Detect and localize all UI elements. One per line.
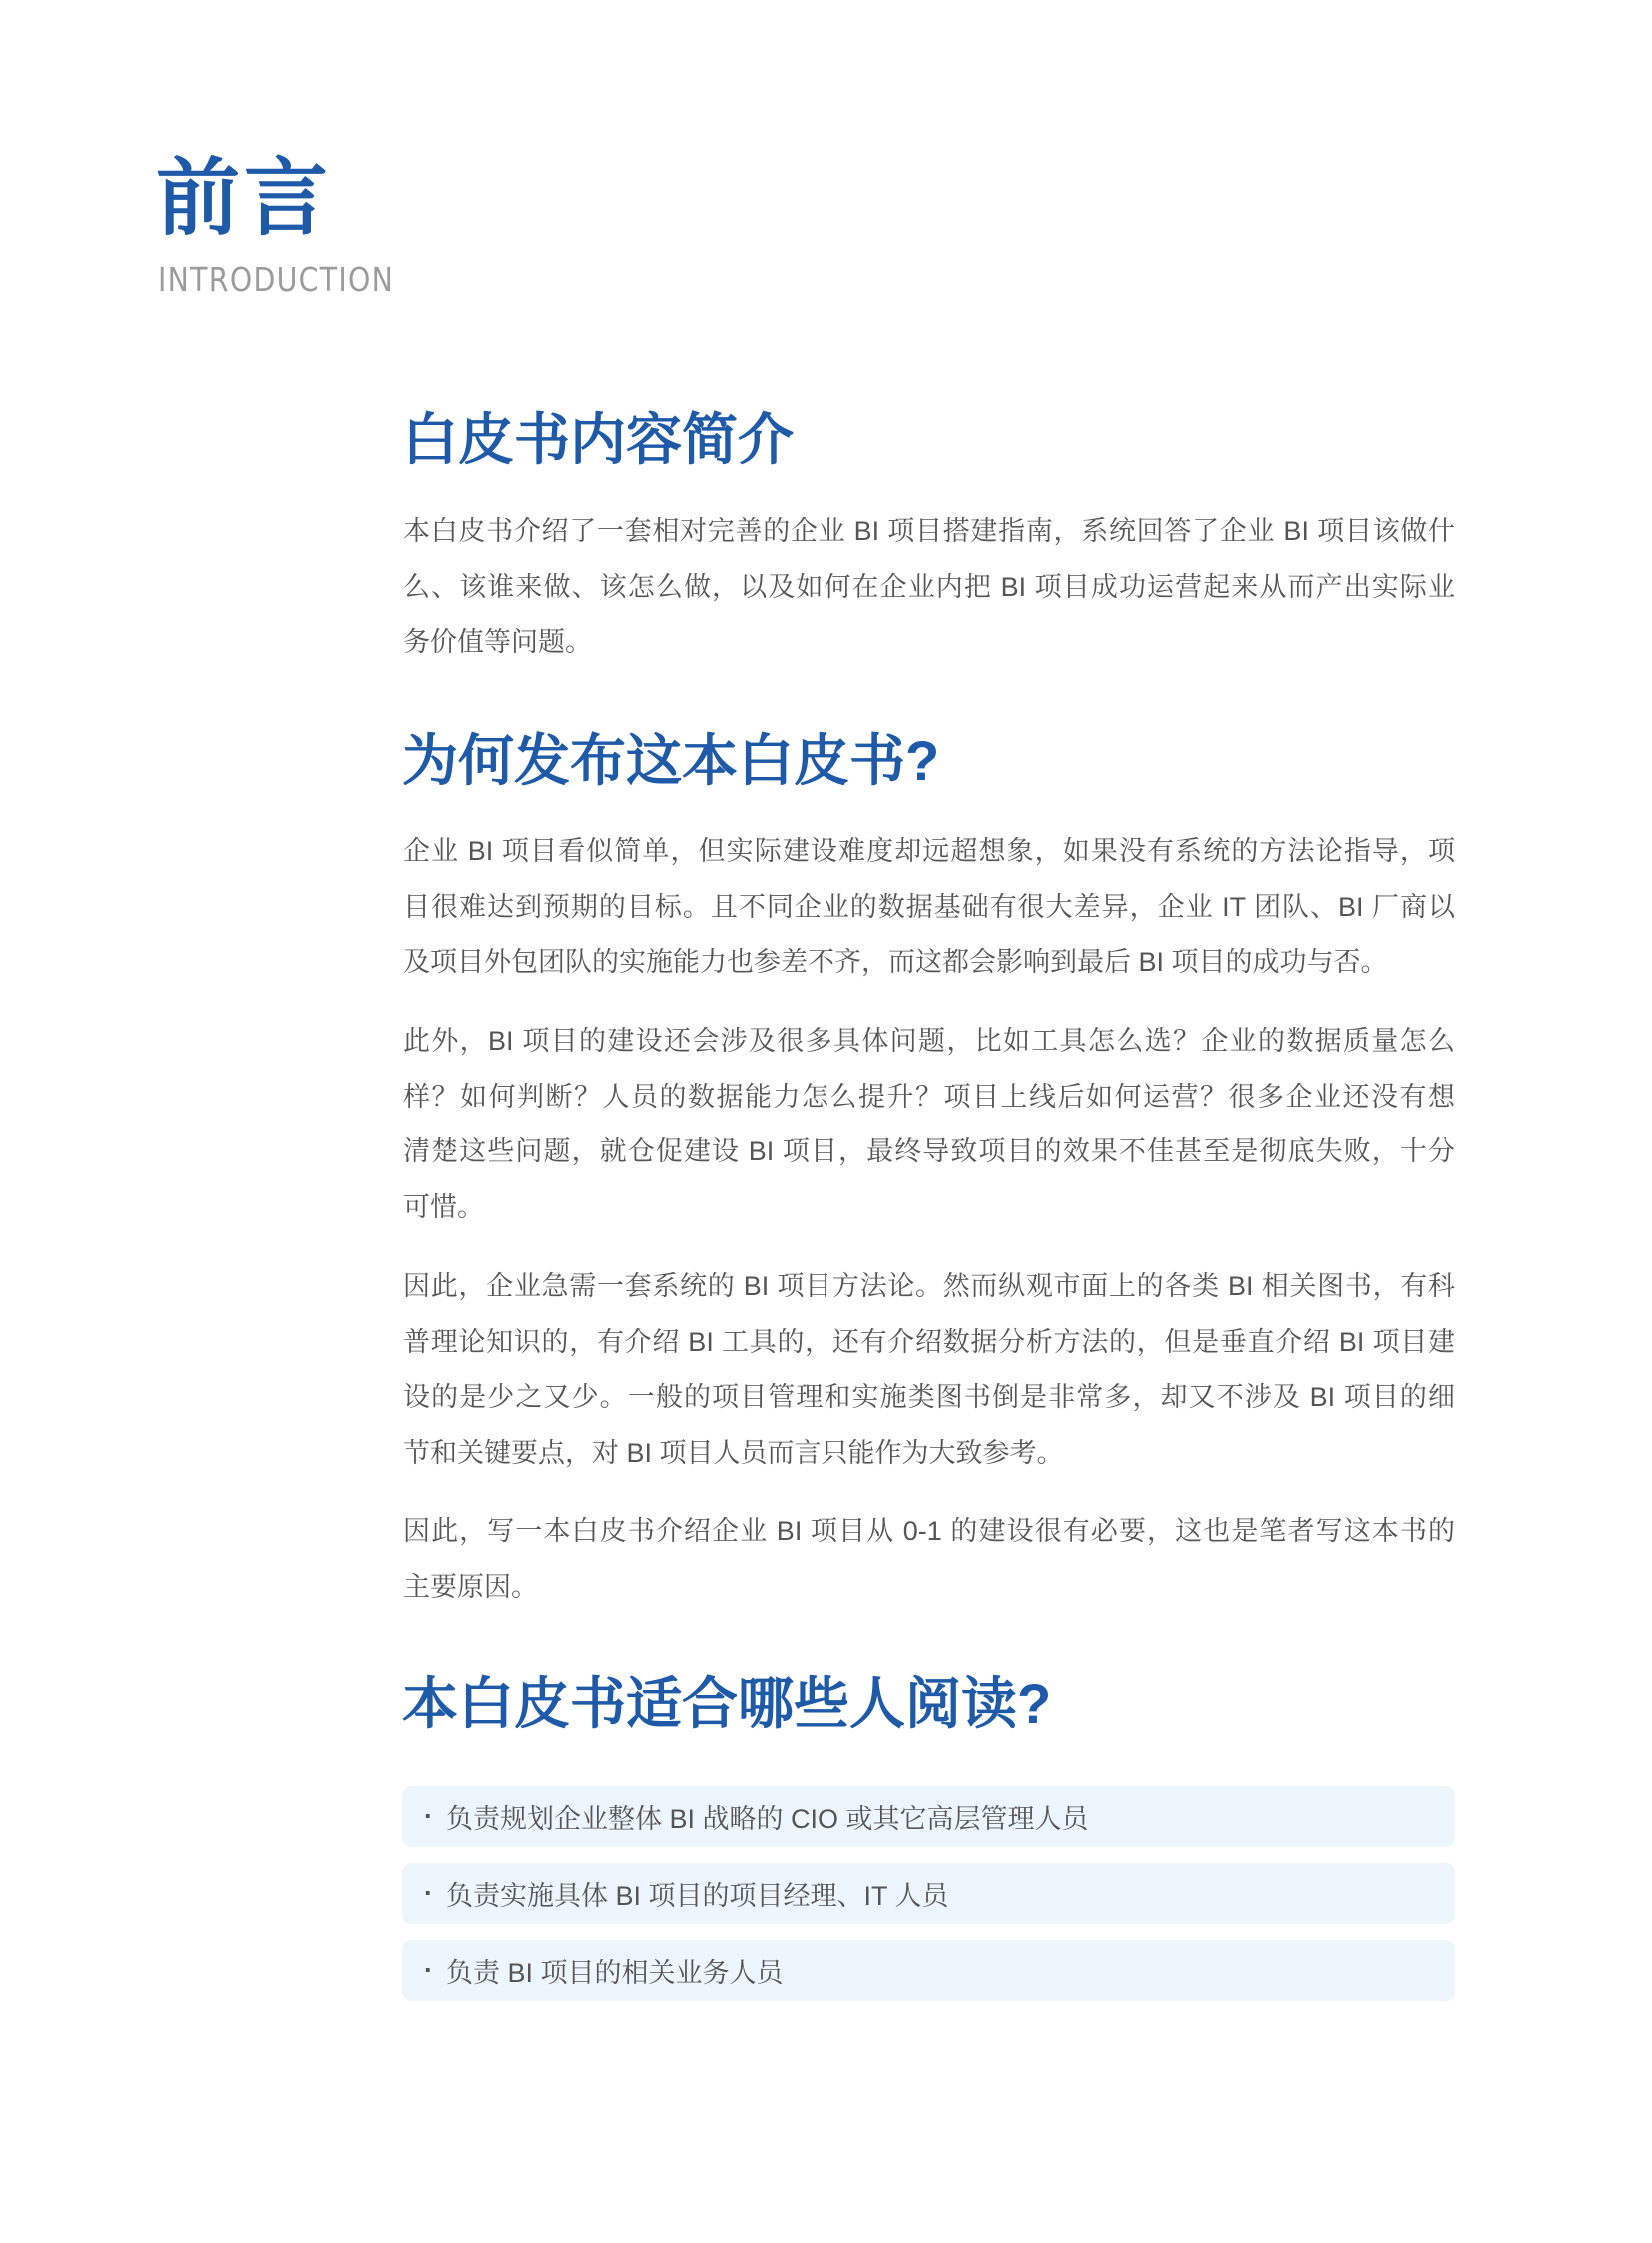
paragraph-line: 及项目外包团队的实施能力也参差不齐，而这都会影响到最后 BI 项目的成功与否。: [403, 947, 1388, 977]
paragraph-line: 可惜。: [403, 1191, 484, 1222]
paragraph-line: 么、该谁来做、该怎么做，以及如何在企业内把 BI 项目成功运营起来从而产出实际业: [403, 571, 1455, 602]
audience-list-item: [402, 1863, 1455, 1924]
paragraph-why-3: [403, 1259, 1455, 1481]
page-title: 前言: [156, 151, 333, 245]
paragraph-line: 普理论知识的，有介绍 BI 工具的，还有介绍数据分析方法的，但是垂直介绍 BI 项目建: [403, 1326, 1455, 1357]
paragraph-why-2: [403, 1014, 1455, 1235]
audience-list-item: [402, 1940, 1455, 2001]
section-heading-overview: 白皮书内容简介: [402, 408, 794, 471]
paragraph-why-1: [403, 824, 1455, 991]
audience-item-text: 负责实施具体 BI 项目的项目经理、IT 人员: [446, 1881, 949, 1911]
paragraph-why-4: [403, 1504, 1455, 1615]
paragraph-line: 设的是少之又少。一般的项目管理和实施类图书倒是非常多，却又不涉及 BI 项目的细: [403, 1382, 1455, 1412]
paragraph-overview: [403, 504, 1455, 671]
bullet-dot-icon: ·: [424, 1801, 433, 1831]
audience-item-text: 负责 BI 项目的相关业务人员: [446, 1958, 784, 1988]
bullet-dot-icon: ·: [424, 1878, 433, 1908]
paragraph-line: 样？如何判断？人员的数据能力怎么提升？项目上线后如何运营？很多企业还没有想: [403, 1081, 1455, 1112]
paragraph-line: 主要原因。: [403, 1571, 538, 1602]
audience-list-item: [402, 1786, 1455, 1847]
section-heading-why-publish: 为何发布这本白皮书?: [402, 729, 940, 792]
page-subtitle: INTRODUCTION: [158, 260, 395, 299]
paragraph-line: 因此，写一本白皮书介绍企业 BI 项目从 0-1 的建设很有必要，这也是笔者写这本书的: [403, 1516, 1455, 1546]
paragraph-line: 节和关键要点，对 BI 项目人员而言只能作为大致参考。: [403, 1437, 1064, 1468]
audience-item-text: 负责规划企业整体 BI 战略的 CIO 或其它高层管理人员: [446, 1804, 1089, 1834]
paragraph-line: 清楚这些问题，就仓促建设 BI 项目，最终导致项目的效果不佳甚至是彻底失败，十分: [403, 1136, 1455, 1166]
paragraph-line: 企业 BI 项目看似简单，但实际建设难度却远超想象，如果没有系统的方法论指导，项: [403, 836, 1455, 866]
paragraph-line: 目很难达到预期的目标。且不同企业的数据基础有很大差异，企业 IT 团队、BI 厂商以: [403, 891, 1455, 922]
section-heading-audience: 本白皮书适合哪些人阅读?: [402, 1672, 1052, 1735]
paragraph-line: 本白皮书介绍了一套相对完善的企业 BI 项目搭建指南，系统回答了企业 BI 项目该做什: [403, 516, 1455, 546]
paragraph-line: 因此，企业急需一套系统的 BI 项目方法论。然而纵观市面上的各类 BI 相关图书，有科: [403, 1271, 1455, 1301]
audience-list: [402, 1786, 1455, 2017]
paragraph-line: 此外，BI 项目的建设还会涉及很多具体问题，比如工具怎么选？企业的数据质量怎么: [403, 1026, 1455, 1056]
paragraph-line: 务价值等问题。: [403, 627, 592, 657]
bullet-dot-icon: ·: [424, 1955, 433, 1985]
